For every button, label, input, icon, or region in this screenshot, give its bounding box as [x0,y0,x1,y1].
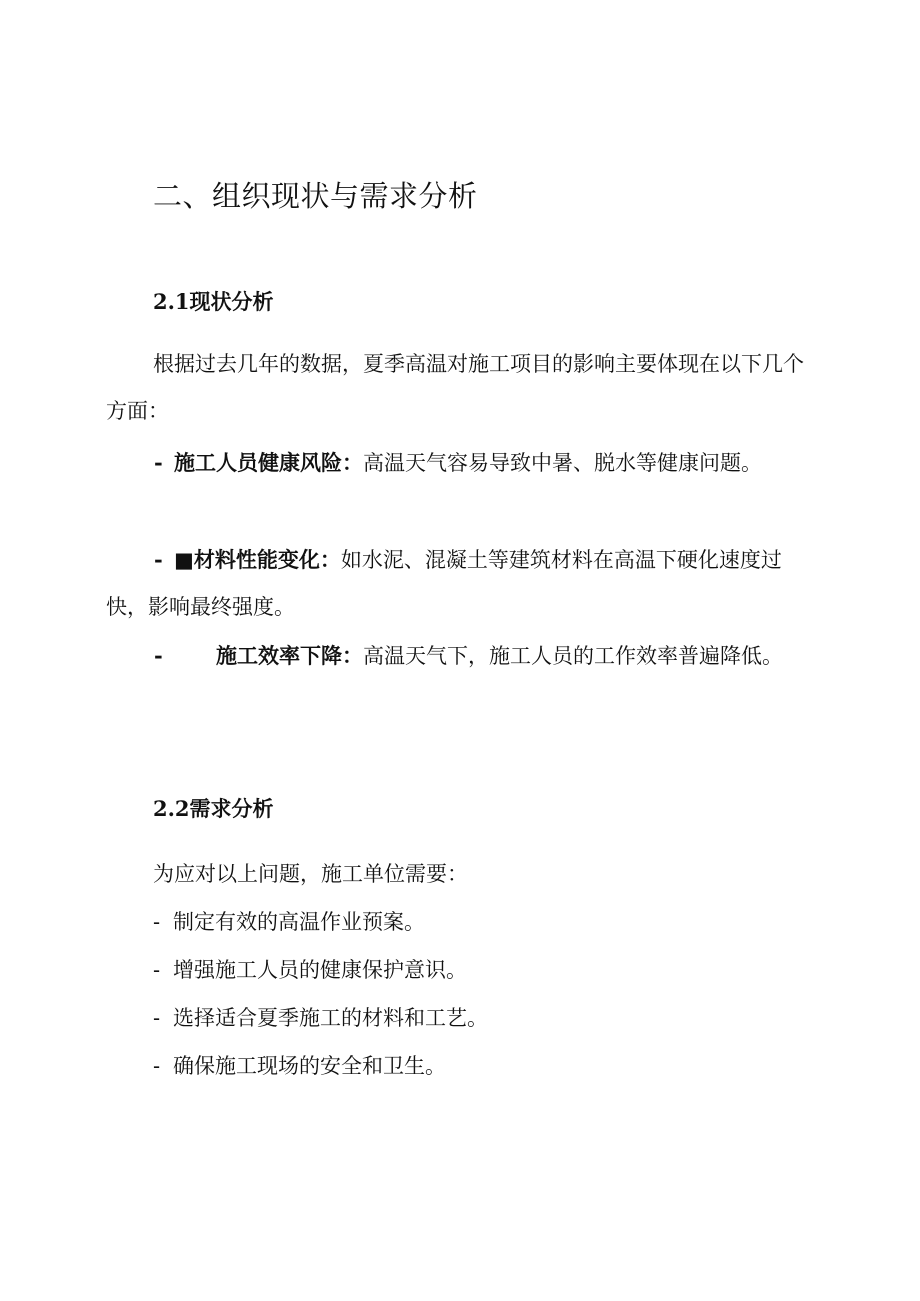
bullet-health-risk [106,439,806,487]
heading-2-2: 2.2需求分析 [153,796,274,821]
bullet-term: 施工人员健康风险： [174,450,363,475]
list-item-text: 选择适合夏季施工的材料和工艺。 [173,1006,488,1030]
list-dash: - [153,958,161,982]
bullet-term: 材料性能变化： [193,547,341,572]
list-item [153,1002,488,1032]
list-item-text: 确保施工现场的安全和卫生。 [173,1054,446,1078]
bullet-term: 施工效率下降： [216,643,363,668]
list-item [153,954,467,984]
bullet-dash: - [154,450,163,475]
bullet-material-performance [106,536,806,631]
heading-2-1: 2.1现状分析 [153,289,274,314]
intro-paragraph-2-1: 根据过去几年的数据，夏季高温对施工项目的影响主要体现在以下几个方面： [106,352,804,423]
section-title: 二、组织现状与需求分析 [153,179,478,213]
bullet-dash: - [154,547,163,572]
list-item [153,1050,446,1080]
square-bullet-icon: ■ [174,547,194,572]
list-dash: - [153,1006,161,1030]
intro-paragraph-2-2: 为应对以上问题，施工单位需要： [153,862,468,886]
list-item [153,906,425,936]
list-item-text: 增强施工人员的健康保护意识。 [173,958,467,982]
bullet-text: 如水泥、混凝土等建筑材料在高温下硬化速度过快，影响最终强度。 [106,548,782,619]
bullet-dash: - [154,643,163,668]
bullet-text: 高温天气容易导致中暑、脱水等健康问题。 [363,451,762,475]
bullet-efficiency-drop [106,632,806,680]
bullet-text: 高温天气下，施工人员的工作效率普遍降低。 [363,644,783,668]
list-item-text: 制定有效的高温作业预案。 [173,910,425,934]
list-dash: - [153,910,161,934]
list-dash: - [153,1054,161,1078]
